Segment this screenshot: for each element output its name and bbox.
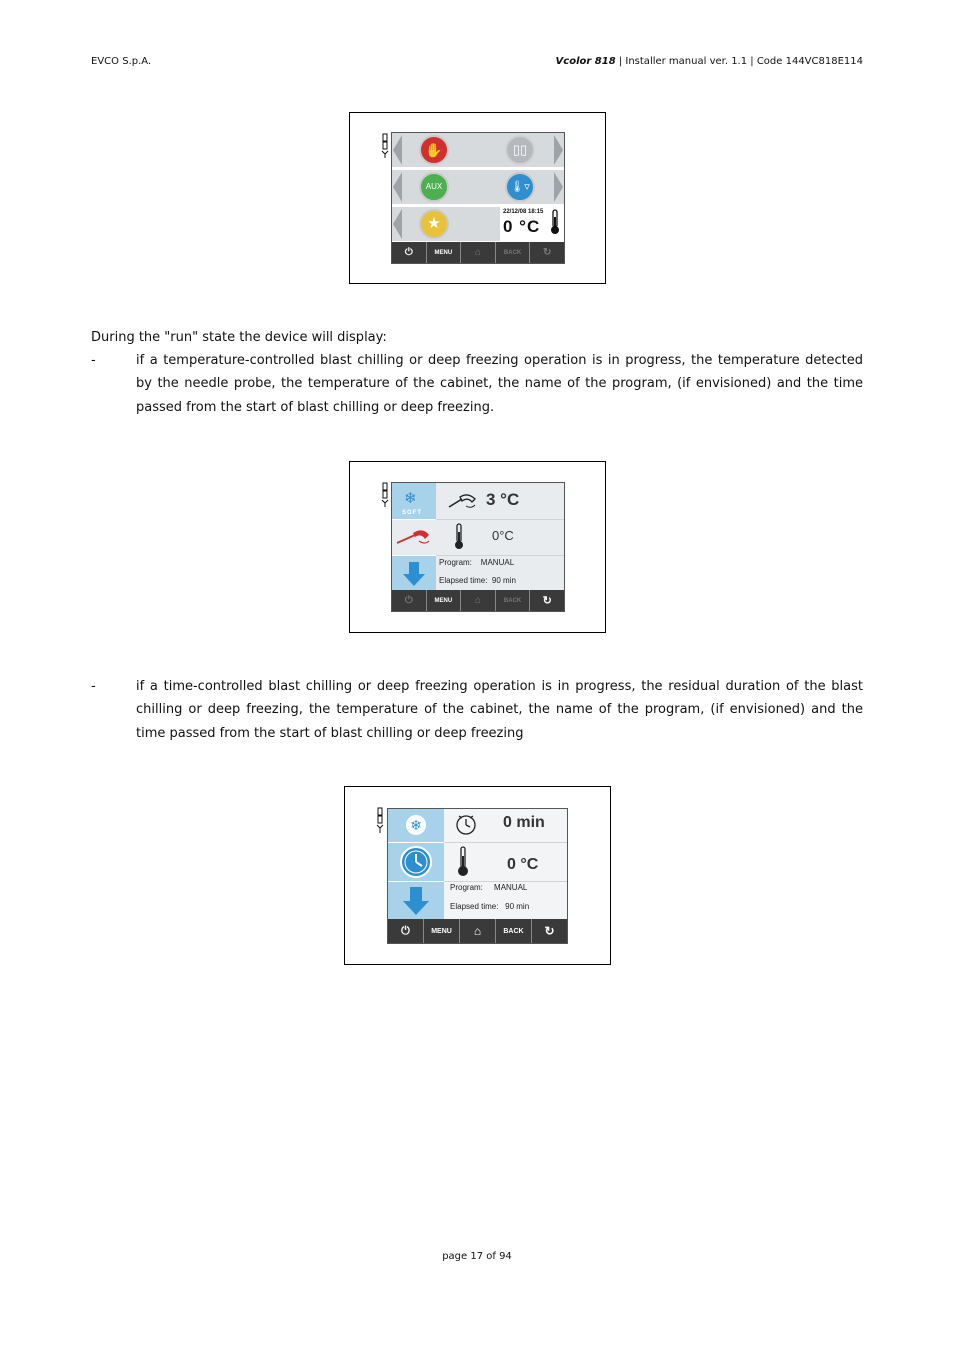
figure-main-menu [349, 112, 606, 284]
menu-row-2 [392, 170, 564, 204]
elapsed-line [450, 902, 529, 911]
soft-label: SOFT [402, 510, 422, 516]
needle-probe-icon-red [395, 523, 433, 549]
divider [388, 881, 444, 882]
page-number: page 17 of 94 [442, 1251, 512, 1262]
aux-button[interactable]: AUX [419, 172, 449, 202]
arrow-right-icon[interactable] [552, 133, 564, 205]
cabinet-temperature: 0°C [492, 528, 514, 543]
star-icon[interactable]: ★ [419, 209, 449, 239]
device-screen-temp-run [391, 482, 565, 612]
back-button[interactable]: BACK [495, 242, 530, 263]
thermometer-icon [457, 846, 469, 878]
menu-row-1 [392, 133, 564, 167]
device-screen-menu [391, 132, 565, 264]
divider [444, 842, 567, 843]
menu-button[interactable]: MENU [423, 919, 459, 943]
power-button[interactable] [392, 242, 426, 263]
key-bar [388, 919, 567, 943]
datetime: 22/12/08 18:15 [503, 209, 544, 215]
refresh-button[interactable] [529, 590, 564, 611]
menu-button[interactable]: MENU [426, 590, 461, 611]
header-doc-info [556, 56, 863, 67]
program-label: Program: [450, 883, 483, 892]
power-button[interactable] [392, 590, 426, 611]
home-icon: ⌂ [474, 595, 481, 606]
refresh-button[interactable] [529, 242, 564, 263]
intro-text: During the "run" state the device will display: [91, 330, 387, 345]
program-line [450, 883, 527, 892]
divider [444, 881, 567, 882]
snowflake-icon: ❄ [404, 490, 417, 507]
svg-text:❄: ❄ [410, 818, 422, 834]
bullet-dash-2: - [91, 679, 96, 694]
device-screen-time-run [387, 808, 568, 944]
elapsed-label: Elapsed time: [450, 902, 499, 911]
header-manual-info: | Installer manual ver. 1.1 | Code 144VC818E114 [618, 56, 863, 67]
divider [436, 519, 564, 520]
bullet-dash-1: - [91, 353, 96, 368]
program-label: Program: [439, 558, 472, 567]
program-value: MANUAL [480, 558, 515, 567]
bullet-text-1: if a temperature-controlled blast chilling or deep freezing operation is in progress, the temperature detected by the needle probe, the temperature of the cabinet, the name of the program, (if envisioned) and the time passed from the start of blast chilling or deep freezing. [136, 353, 863, 415]
back-button[interactable]: BACK [495, 919, 531, 943]
arrow-left-icon[interactable] [392, 133, 404, 241]
header-company: EVCO S.p.A. [91, 56, 152, 67]
snowflake-icon [405, 814, 427, 836]
down-arrow-icon [402, 886, 430, 916]
home-button[interactable] [460, 242, 495, 263]
elapsed-label: Elapsed time: [439, 576, 488, 585]
refresh-button[interactable] [531, 919, 567, 943]
refresh-icon: ↻ [544, 924, 555, 938]
thermometer-icon [454, 523, 464, 551]
program-line [439, 558, 514, 567]
divider [436, 555, 564, 556]
residual-duration: 0 min [503, 814, 545, 831]
power-icon: ⏻ [401, 924, 410, 937]
home-icon: ⌂ [474, 247, 481, 258]
home-icon: ⌂ [473, 924, 482, 938]
key-bar [392, 242, 564, 263]
thermometer-icon [550, 209, 560, 235]
refresh-icon: ↻ [542, 595, 552, 607]
level-indicator-icon [376, 807, 384, 835]
divider [388, 842, 444, 843]
probe-temperature: 3 °C [486, 490, 520, 509]
elapsed-line [439, 576, 516, 585]
figure-time-run [344, 786, 611, 965]
home-button[interactable] [460, 590, 495, 611]
power-icon: ⏻ [404, 247, 413, 258]
header-product: Vcolor 818 [555, 56, 616, 67]
cabinet-temperature: 0 °C [503, 217, 541, 236]
program-value: MANUAL [494, 883, 528, 892]
stop-hand-icon[interactable]: ✋ [419, 135, 449, 165]
power-button[interactable] [388, 919, 423, 943]
cabinet-temperature: 0 °C [507, 856, 539, 873]
home-button[interactable] [459, 919, 495, 943]
key-bar [392, 590, 564, 611]
down-arrow-icon [402, 561, 426, 587]
power-icon: ⏻ [404, 595, 413, 606]
level-indicator-icon [381, 482, 389, 508]
bullet-text-2: if a time-controlled blast chilling or deep freezing operation is in progress, the residual duration of the blast chilling or deep freezing, the temperature of the cabinet, the name of the program, (if envisioned) and the time passed from the start of blast chilling or deep freezing [136, 679, 863, 741]
needle-probe-icon [448, 491, 478, 511]
divider [392, 555, 436, 556]
clock-icon [454, 813, 478, 835]
refresh-icon: ↻ [542, 247, 552, 258]
thermometer-setpoint-icon[interactable]: 🌡▿ [505, 172, 535, 202]
level-indicator-icon [381, 133, 389, 159]
menu-button[interactable]: MENU [426, 242, 461, 263]
back-button[interactable]: BACK [495, 590, 530, 611]
elapsed-value: 90 min [491, 576, 516, 585]
elapsed-value: 90 min [505, 902, 530, 911]
figure-temperature-run [349, 461, 606, 633]
book-icon[interactable]: ▯▯ [505, 135, 535, 165]
clock-active-icon [399, 845, 433, 879]
